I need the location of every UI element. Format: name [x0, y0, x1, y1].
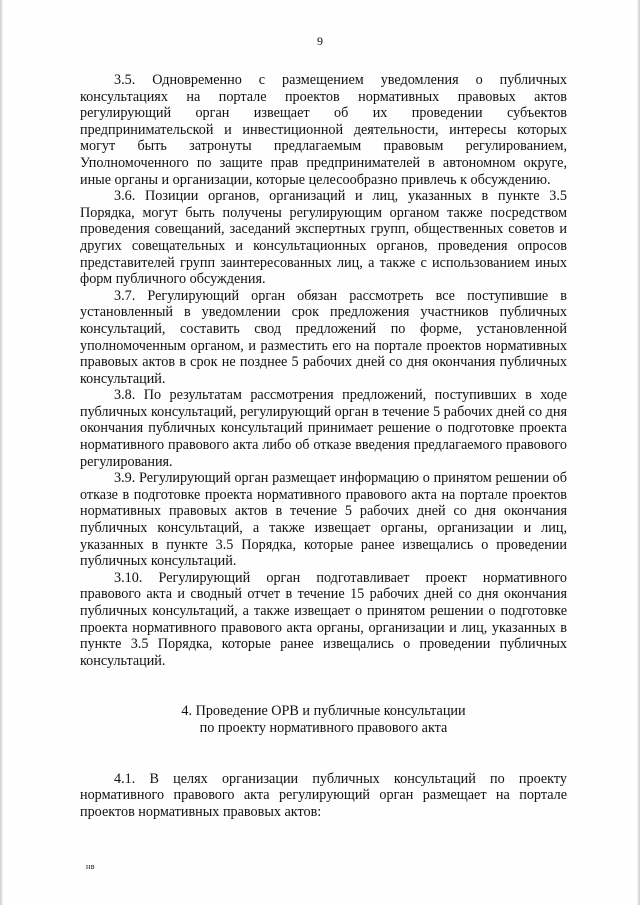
- section-heading-line-2: по проекту нормативного правового акта: [199, 719, 448, 736]
- document-body: [80, 72, 567, 820]
- paragraph-3-6: 3.6. Позиции органов, организаций и лиц, указанных в пункте 3.5 Порядка, могут быть получены регулирующим органом также посредством проведения совещаний, заседаний экспертных групп, общественных советов и других совещательных и консультационных органов, проведения опросов представителей групп заинтересованных лиц, а также с использованием иных форм публичного обсуждения.: [80, 188, 567, 288]
- footer-mark: нв: [86, 862, 96, 871]
- section-heading-line-1: 4. Проведение ОРВ и публичные консультации: [181, 703, 466, 720]
- paragraph-3-9: 3.9. Регулирующий орган размещает информацию о принятом решении об отказе в подготовке проекта нормативного правового акта на портале проектов нормативных правовых актов в течение 5 рабочих дней со дня окончания публичных консультаций, а также извещает органы, организации и лиц, указанных в пункте 3.5 Порядка, которые ранее извещались о проведении публичных консультаций.: [80, 470, 567, 570]
- paragraph-3-7: 3.7. Регулирующий орган обязан рассмотреть все поступившие в установленный в уведомлении срок предложения участников публичных консультаций, составить свод предложений по форме, установленной уполномоченным органом, и разместить его на портале проектов нормативных правовых актов в срок не позднее 5 рабочих дней со дня окончания публичных консультаций.: [80, 287, 567, 387]
- paragraph-3-5: 3.5. Одновременно с размещением уведомления о публичных консультациях на портале проектов нормативных правовых актов регулирующий орган извещает об их проведении субъектов предпринимательской и инвестиционной деятельности, интересы которых могут быть затронуты предлагаемым правовым регулированием, Уполномоченного по защите прав предпринимателей в автономном округе, иные органы и организации, которые целесообразно привлечь к обсуждению.: [80, 72, 567, 188]
- paragraph-3-8: 3.8. По результатам рассмотрения предложений, поступивших в ходе публичных консультаций, регулирующий орган в течение 5 рабочих дней со дня окончания публичных консультаций принимает решение о подготовке проекта нормативного правового акта либо об отказе введения предлагаемого правового регулирования.: [80, 387, 567, 470]
- paragraph-4-1: 4.1. В целях организации публичных консультаций по проекту нормативного правового акта регулирующий орган размещает на портале проектов нормативных правовых актов:: [80, 770, 567, 820]
- section-heading: [80, 703, 567, 736]
- paragraph-3-10: 3.10. Регулирующий орган подготавливает проект нормативного правового акта и сводный отчет в течение 15 рабочих дней со дня окончания публичных консультаций, а также извещает о принятом решении о подготовке проекта нормативного правового акта органы, организации и лиц, указанных в пункте 3.5 Порядка, которые ранее извещались о проведении публичных консультаций.: [80, 569, 567, 669]
- scan-edge-left: [0, 0, 3, 905]
- page-number: 9: [317, 34, 323, 48]
